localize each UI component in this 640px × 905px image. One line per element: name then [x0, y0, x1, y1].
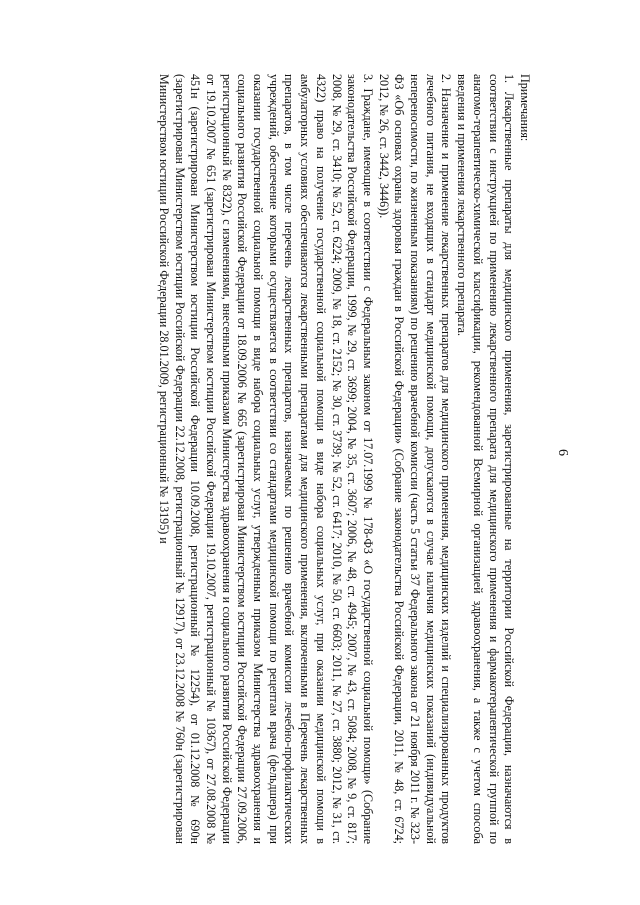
note-1: 1. Лекарственные препараты для медицинского применения, зарегистрированные на территории Российской Федерации, назначаются в соответствии с инструкцией по применению лекарственного препарата для медицинского применения и фармакотерапевтической группой по анатомо-терапевтическо-химической классификации, рекомендованной Всемирной организацией здравоохранения, а также с учетом способа введения и применения лекарственного препарата.	[455, 74, 517, 844]
notes-heading: Примечания:	[518, 74, 532, 142]
notes-section	[155, 74, 532, 844]
note-3: 3. Граждане, имеющие в соответствии с Федеральным законом от 17.07.1999 № 178-ФЗ «О государственной социальной помощи» (Собрание законодательства Российской Федерации, 1999, № 29, ст. 3699; 2004, № 35, ст. 3607; 2006, № 48, ст. 4945; 2007, № 43, ст. 5084; 2008, № 9, ст. 817; 2008, № 29, ст. 3410; № 52, ст. 6224; 2009, № 18, ст. 2152; № 30, ст. 3739; № 52, ст. 6417; 2010, № 50, ст. 6603; 2011, № 27, ст. 3880; 2012, № 31, ст. 4322) право на получение государственной социальной помощи в виде набора социальных услуг, при оказании медицинской помощи в амбулаторных условиях обеспечиваются лекарственными препаратами для медицинского применения, включенными в Перечень лекарственных препаратов, в том числе перечень лекарственных препаратов, назначаемых по решению врачебной комиссии лечебно-профилактических учреждений, обеспечение которыми осуществляется в соответствии со стандартами медицинской помощи по рецептам врача (фельдшера) при оказании государственной социальной помощи в виде набора социальных услуг, утвержденным приказом Министерства здравоохранения и социального развития Российской Федерации от 18.09.2006 № 665 (зарегистрирован Министерством юстиции Российской Федерации 27.09.2006, регистрационный № 8322), с изменениями, внесенными приказами Министерства здравоохранения и социального развития Российской Федерации от 19.10.2007 № 651 (зарегистрирован Министерством юстиции Российской Федерации 19.10.2007, регистрационный № 10367), от 27.08.2008 № 451н (зарегистрирован Министерством юстиции Российской Федерации 10.09.2008, регистрационный № 12254), от 01.12.2008 № 690н (зарегистрирован Министерством юстиции Российской Федерации 22.12.2008, регистрационный № 12917), от 23.12.2008 № 760н (зарегистрирован Министерством юстиции Российской Федерации 28.01.2009, регистрационный № 13195) и	[156, 74, 375, 844]
page-number: 6	[555, 449, 570, 456]
note-2: 2. Назначение и применение лекарственных препаратов для медицинского применения, медицинских изделий и специализированных продуктов лечебного питания, не входящих в стандарт медицинской помощи, допускаются в случае наличия медицинских показаний (индивидуальной непереносимости, по жизненным показаниям) по решению врачебной комиссии (часть 5 статьи 37 Федерального закона от 21 ноября 2011 г. № 323-ФЗ «Об основах охраны здоровья граждан в Российской Федерации» (Собрание законодательства Российской Федерации, 2011, № 48, ст. 6724; 2012, № 26, ст. 3442, 3446)).	[376, 74, 454, 844]
